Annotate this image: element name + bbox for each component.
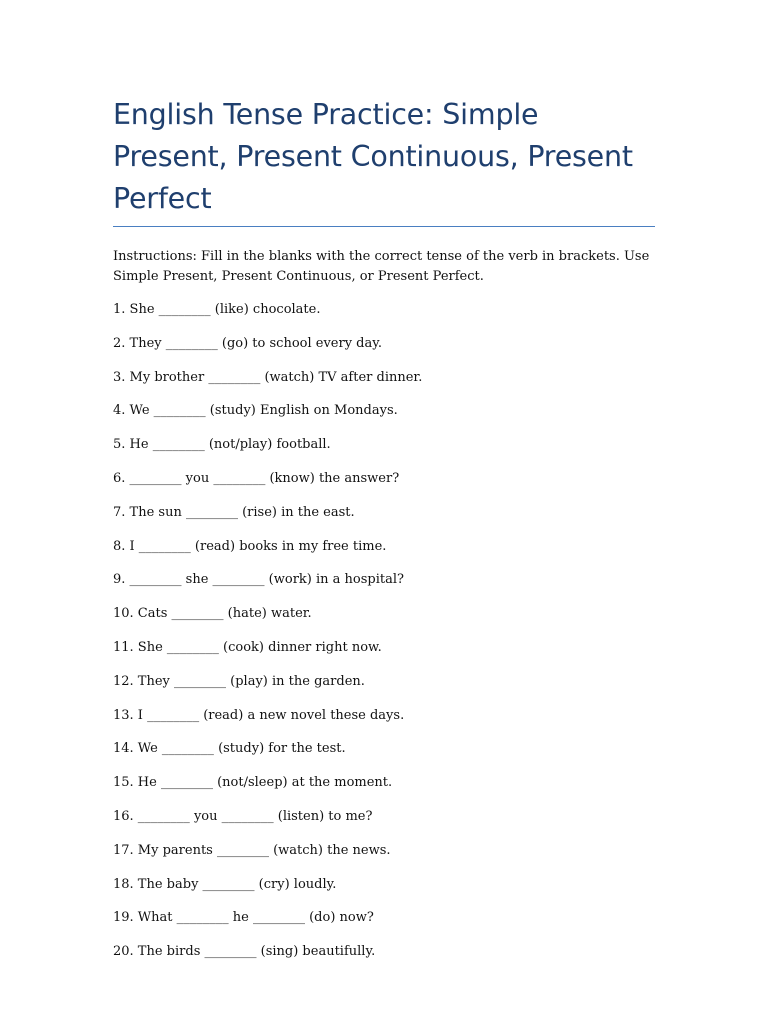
exercise-item: 6. ________ you ________ (know) the answer?: [113, 470, 400, 486]
exercise-item: 1. She ________ (like) chocolate.: [113, 302, 321, 317]
exercise-item: 2. They ________ (go) to school every day.: [113, 335, 383, 351]
exercise-item: 9. ________ she ________ (work) in a hospital?: [113, 572, 404, 588]
instructions-text: Instructions: Fill in the blanks with the correct tense of the verb in brackets. Use Simple Present, Present Continuous, or Present Perfect.: [113, 249, 650, 284]
exercise-item: 18. The baby ________ (cry) loudly.: [113, 876, 337, 892]
exercise-item: 13. I ________ (read) a new novel these days.: [113, 707, 405, 723]
exercise-item: 16. ________ you ________ (listen) to me?: [113, 808, 373, 824]
exercise-item: 8. I ________ (read) books in my free time.: [113, 538, 387, 554]
exercise-item: 19. What ________ he ________ (do) now?: [113, 910, 374, 926]
exercise-item: 7. The sun ________ (rise) in the east.: [113, 504, 355, 520]
document-title: English Tense Practice: Simple Present, Present Continuous, Present Perfect: [113, 98, 633, 215]
exercise-item: 10. Cats ________ (hate) water.: [113, 606, 312, 622]
title-divider: [113, 226, 655, 227]
exercise-item: 11. She ________ (cook) dinner right now.: [113, 639, 382, 655]
exercise-list: [113, 300, 655, 962]
exercise-item: 3. My brother ________ (watch) TV after dinner.: [113, 369, 423, 385]
exercise-item: 5. He ________ (not/play) football.: [113, 437, 331, 453]
exercise-item: 4. We ________ (study) English on Mondays.: [113, 403, 398, 419]
exercise-item: 12. They ________ (play) in the garden.: [113, 673, 365, 689]
exercise-item: 14. We ________ (study) for the test.: [113, 741, 346, 757]
exercise-item: 17. My parents ________ (watch) the news.: [113, 842, 391, 858]
exercise-item: 20. The birds ________ (sing) beautifully.: [113, 944, 376, 960]
exercise-item: 15. He ________ (not/sleep) at the moment.: [113, 775, 393, 791]
document-page: [113, 94, 655, 976]
